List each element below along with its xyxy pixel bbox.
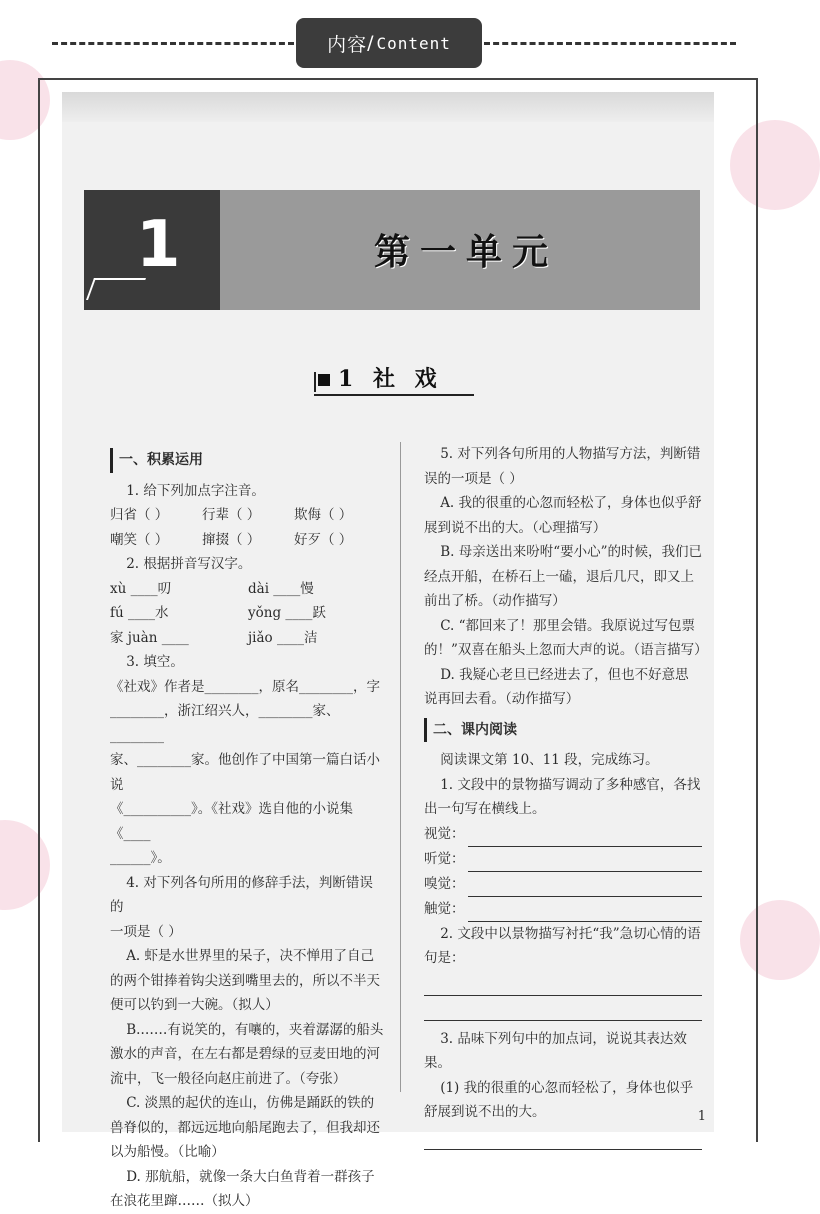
column-divider — [400, 442, 401, 1092]
reading-q3: 3. 品味下列句中的加点词，说说其表达效果。 — [424, 1030, 687, 1071]
q2-row: fú ____水 yǒng ____跃 — [110, 605, 326, 621]
q4-option-b: B.……有说笑的，有嚷的，夹着潺潺的船头激水的声音，在左右都是碧绿的豆麦田地的河流中，飞一般径向赵庄前进了。（夸张） — [110, 1021, 384, 1087]
reading-q1: 1. 文段中的景物描写调动了多种感官，各找出一句写在横线上。 — [424, 776, 701, 817]
answer-line[interactable] — [424, 971, 702, 996]
sense-line: 听觉： — [424, 847, 702, 872]
reading-q2: 2. 文段中以景物描写衬托“我”急切心情的语句是： — [424, 925, 701, 966]
q3-line: 家、________家。他创作了中国第一篇白话小说 — [110, 752, 380, 793]
header-label-en: Content — [376, 33, 451, 53]
question-1: 1. 给下列加点字注音。 — [126, 482, 265, 499]
q3-line: 《社戏》作者是________，原名________，字 — [110, 678, 380, 695]
sense-line: 视觉： — [424, 822, 702, 847]
book-page-photo — [62, 92, 714, 1209]
question-5: 5. 对下列各句所用的人物描写方法，判断错误的一项是（ ） — [424, 446, 701, 487]
q5-option-a: A. 我的很重的心忽而轻松了，身体也似乎舒展到说不出的大。（心理描写） — [424, 495, 702, 536]
q4-option-c: C. 淡黑的起伏的连山，仿佛是踊跃的铁的兽脊似的，都远远地向船尾跑去了，但我却还以为船慢。（比喻） — [110, 1095, 380, 1160]
section-heading: 一、积累运用 — [110, 448, 386, 473]
q1-row: 归省（ ） 行辈（ ） 欺侮（ ） — [110, 507, 353, 523]
header-dashed-line — [484, 42, 736, 45]
lesson-heading — [314, 362, 474, 392]
right-column — [424, 442, 708, 1150]
q2-row: xù ____叨 dài ____慢 — [110, 580, 314, 597]
answer-line[interactable] — [424, 996, 702, 1021]
header-label-cn: 内容 — [327, 33, 368, 56]
q3-line: 《__________》。《社戏》选自他的小说集《____ — [110, 801, 353, 842]
sense-line: 嗅觉： — [424, 872, 702, 897]
question-3: 3. 填空。 — [126, 654, 184, 670]
content-header-badge — [296, 18, 482, 68]
q4-option-a: A. 虾是水世界里的呆子，决不惮用了自己的两个钳捧着钩尖送到嘴里去的，所以不半天便可以钓到一大碗。（拟人） — [110, 948, 380, 1013]
square-bullet-icon — [318, 374, 330, 386]
sense-line: 触觉： — [424, 897, 702, 922]
q4-option-d: D. 那航船，就像一条大白鱼背着一群孩子在浪花里蹿……（拟人） — [110, 1168, 375, 1209]
question-4: 4. 对下列各句所用的修辞手法，判断错误的 — [110, 874, 373, 915]
q3-line: ______》。 — [110, 850, 171, 866]
page-number: 1 — [697, 1109, 706, 1124]
folder-icon — [86, 278, 146, 300]
q5-option-b: B. 母亲送出来吩咐“要小心”的时候，我们已经点开船，在桥石上一磕，退后几尺，即又上前出了桥。（动作描写） — [424, 544, 702, 609]
unit-number: 1 — [136, 208, 181, 282]
answer-line[interactable] — [468, 897, 702, 922]
q2-row: 家 juàn ____ jiǎo ____洁 — [110, 629, 318, 646]
reading-q3-1: (1) 我的很重的心忽而轻松了，身体也似乎舒展到说不出的大。 — [424, 1079, 694, 1120]
unit-title: 第一单元 — [374, 231, 559, 273]
lesson-title: 1 社 戏 — [338, 366, 443, 392]
q3-line: ________，浙江绍兴人，________家、________ — [110, 703, 340, 744]
header-dashed-line — [52, 42, 294, 45]
unit-banner — [84, 190, 700, 310]
answer-line[interactable] — [424, 1125, 702, 1150]
q5-option-d: D. 我疑心老旦已经进去了，但也不好意思说再回去看。（动作描写） — [424, 666, 689, 707]
answer-line[interactable] — [468, 847, 702, 872]
question-2: 2. 根据拼音写汉字。 — [126, 556, 252, 572]
question-4-cont: 一项是（ ） — [110, 923, 182, 940]
left-column — [110, 442, 386, 1214]
answer-line[interactable] — [468, 872, 702, 897]
q1-row: 嘲笑（ ） 撺掇（ ） 好歹（ ） — [110, 531, 353, 548]
header-slash: / — [367, 32, 375, 54]
section-heading: 二、课内阅读 — [424, 718, 702, 743]
q5-option-c: C. “都回来了！那里会错。我原说过写包票的！”双喜在船头上忽而大声的说。（语言描写） — [424, 617, 708, 658]
unit-number-box — [84, 190, 220, 310]
answer-line[interactable] — [468, 822, 702, 847]
reading-intro: 阅读课文第 10、11 段，完成练习。 — [440, 752, 659, 768]
